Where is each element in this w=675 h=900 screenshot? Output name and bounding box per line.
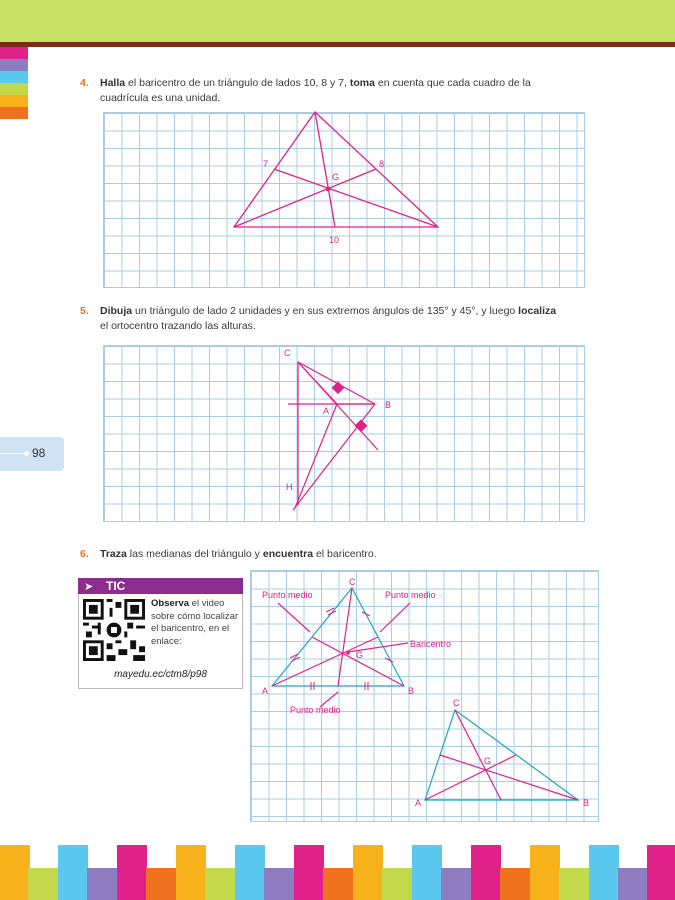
median-line (455, 710, 501, 800)
side-color-tabs (0, 47, 28, 119)
tic-link[interactable]: mayedu.ec/ctm8/p98 (114, 669, 207, 680)
exercise-text: el baricentro. (313, 548, 377, 560)
right-angle-mark (355, 419, 368, 432)
vertex-label-a: A (262, 686, 269, 696)
centroid-point (346, 651, 350, 655)
pointer-line (278, 603, 310, 632)
triangle-abc (272, 588, 404, 686)
exercise-text: en cuenta que cada cuadro de la (374, 77, 531, 89)
vertex-label-a2: A (415, 798, 422, 808)
exercise-6 (80, 547, 600, 562)
tic-description (151, 598, 241, 648)
midpoint-label-right: Punto medio (385, 590, 436, 600)
tic-box (78, 578, 243, 690)
vertex-label-c: C (349, 577, 356, 587)
tic-body (78, 594, 243, 689)
median-line (315, 112, 335, 227)
pointer-line (380, 603, 410, 632)
altitude-line (295, 404, 337, 508)
page-number-tab (0, 437, 64, 471)
exercise-verb: Halla (100, 77, 126, 89)
triangle-figure-5 (103, 345, 583, 520)
vertex-label-b2: B (583, 798, 590, 808)
side-label-7: 7 (263, 159, 269, 169)
exercise-number: 5. (80, 305, 89, 317)
centroid-point (326, 187, 331, 192)
exercise-text: el baricentro de un triángulo de lados 10, 8 y 7, (125, 77, 350, 89)
exercise-text: las medianas del triángulo y (126, 548, 263, 560)
qr-code-icon[interactable] (83, 599, 145, 661)
exercise-4 (80, 76, 600, 106)
midpoint-label-left: Punto medio (262, 590, 313, 600)
triangle-figure-6 (250, 570, 597, 820)
exercise-verb: Dibuja (100, 305, 133, 317)
exercise-verb: Traza (100, 548, 127, 560)
tic-text: el video sobre cómo localizar el baricentro, en el enlace: (151, 598, 239, 647)
centroid-label: G (332, 172, 340, 182)
bottom-color-bars (0, 845, 675, 900)
tic-title: TIC (106, 579, 126, 593)
exercise-verb: toma (349, 77, 375, 89)
altitude-line (293, 404, 375, 510)
vertex-label-b: B (385, 400, 392, 410)
median-line (425, 755, 516, 800)
vertex-label-b: B (408, 686, 415, 696)
vertex-label-c: C (284, 348, 291, 358)
side-label-8: 8 (379, 159, 385, 169)
tic-verb: Observa (151, 598, 190, 609)
centroid-label-2: G (484, 756, 492, 766)
vertex-label-c2: C (453, 698, 460, 708)
centroid-callout: Baricentro (410, 639, 452, 649)
side-label-10: 10 (329, 235, 340, 245)
exercise-verb: localiza (518, 305, 557, 317)
right-angle-mark (332, 381, 345, 394)
centroid-label: G (356, 650, 364, 660)
top-color-band (0, 0, 675, 42)
altitude-line (298, 362, 378, 450)
exercise-5 (80, 304, 600, 334)
top-rule (0, 42, 675, 47)
exercise-text-line2: el ortocentro trazando las alturas. (100, 320, 256, 332)
orthocenter-label: H (286, 482, 293, 492)
exercise-verb: encuentra (262, 548, 314, 560)
vertex-label-a: A (323, 406, 330, 416)
tic-header (78, 578, 243, 594)
triangle-abc-2 (425, 710, 578, 800)
exercise-number: 6. (80, 548, 89, 560)
exercise-text: un triángulo de lado 2 unidades y en sus extremos ángulos de 135° y 45°, y luego (132, 305, 519, 317)
page-number: 98 (32, 446, 46, 460)
midpoint-label-bottom: Punto medio (290, 705, 341, 715)
exercise-text-line2: cuadrícula es una unidad. (100, 92, 221, 104)
triangle-figure-4 (103, 112, 583, 286)
paper-plane-icon: ➤ (84, 581, 94, 593)
triangle-abc (234, 112, 438, 227)
median-line (440, 755, 578, 800)
exercise-number: 4. (80, 77, 89, 89)
